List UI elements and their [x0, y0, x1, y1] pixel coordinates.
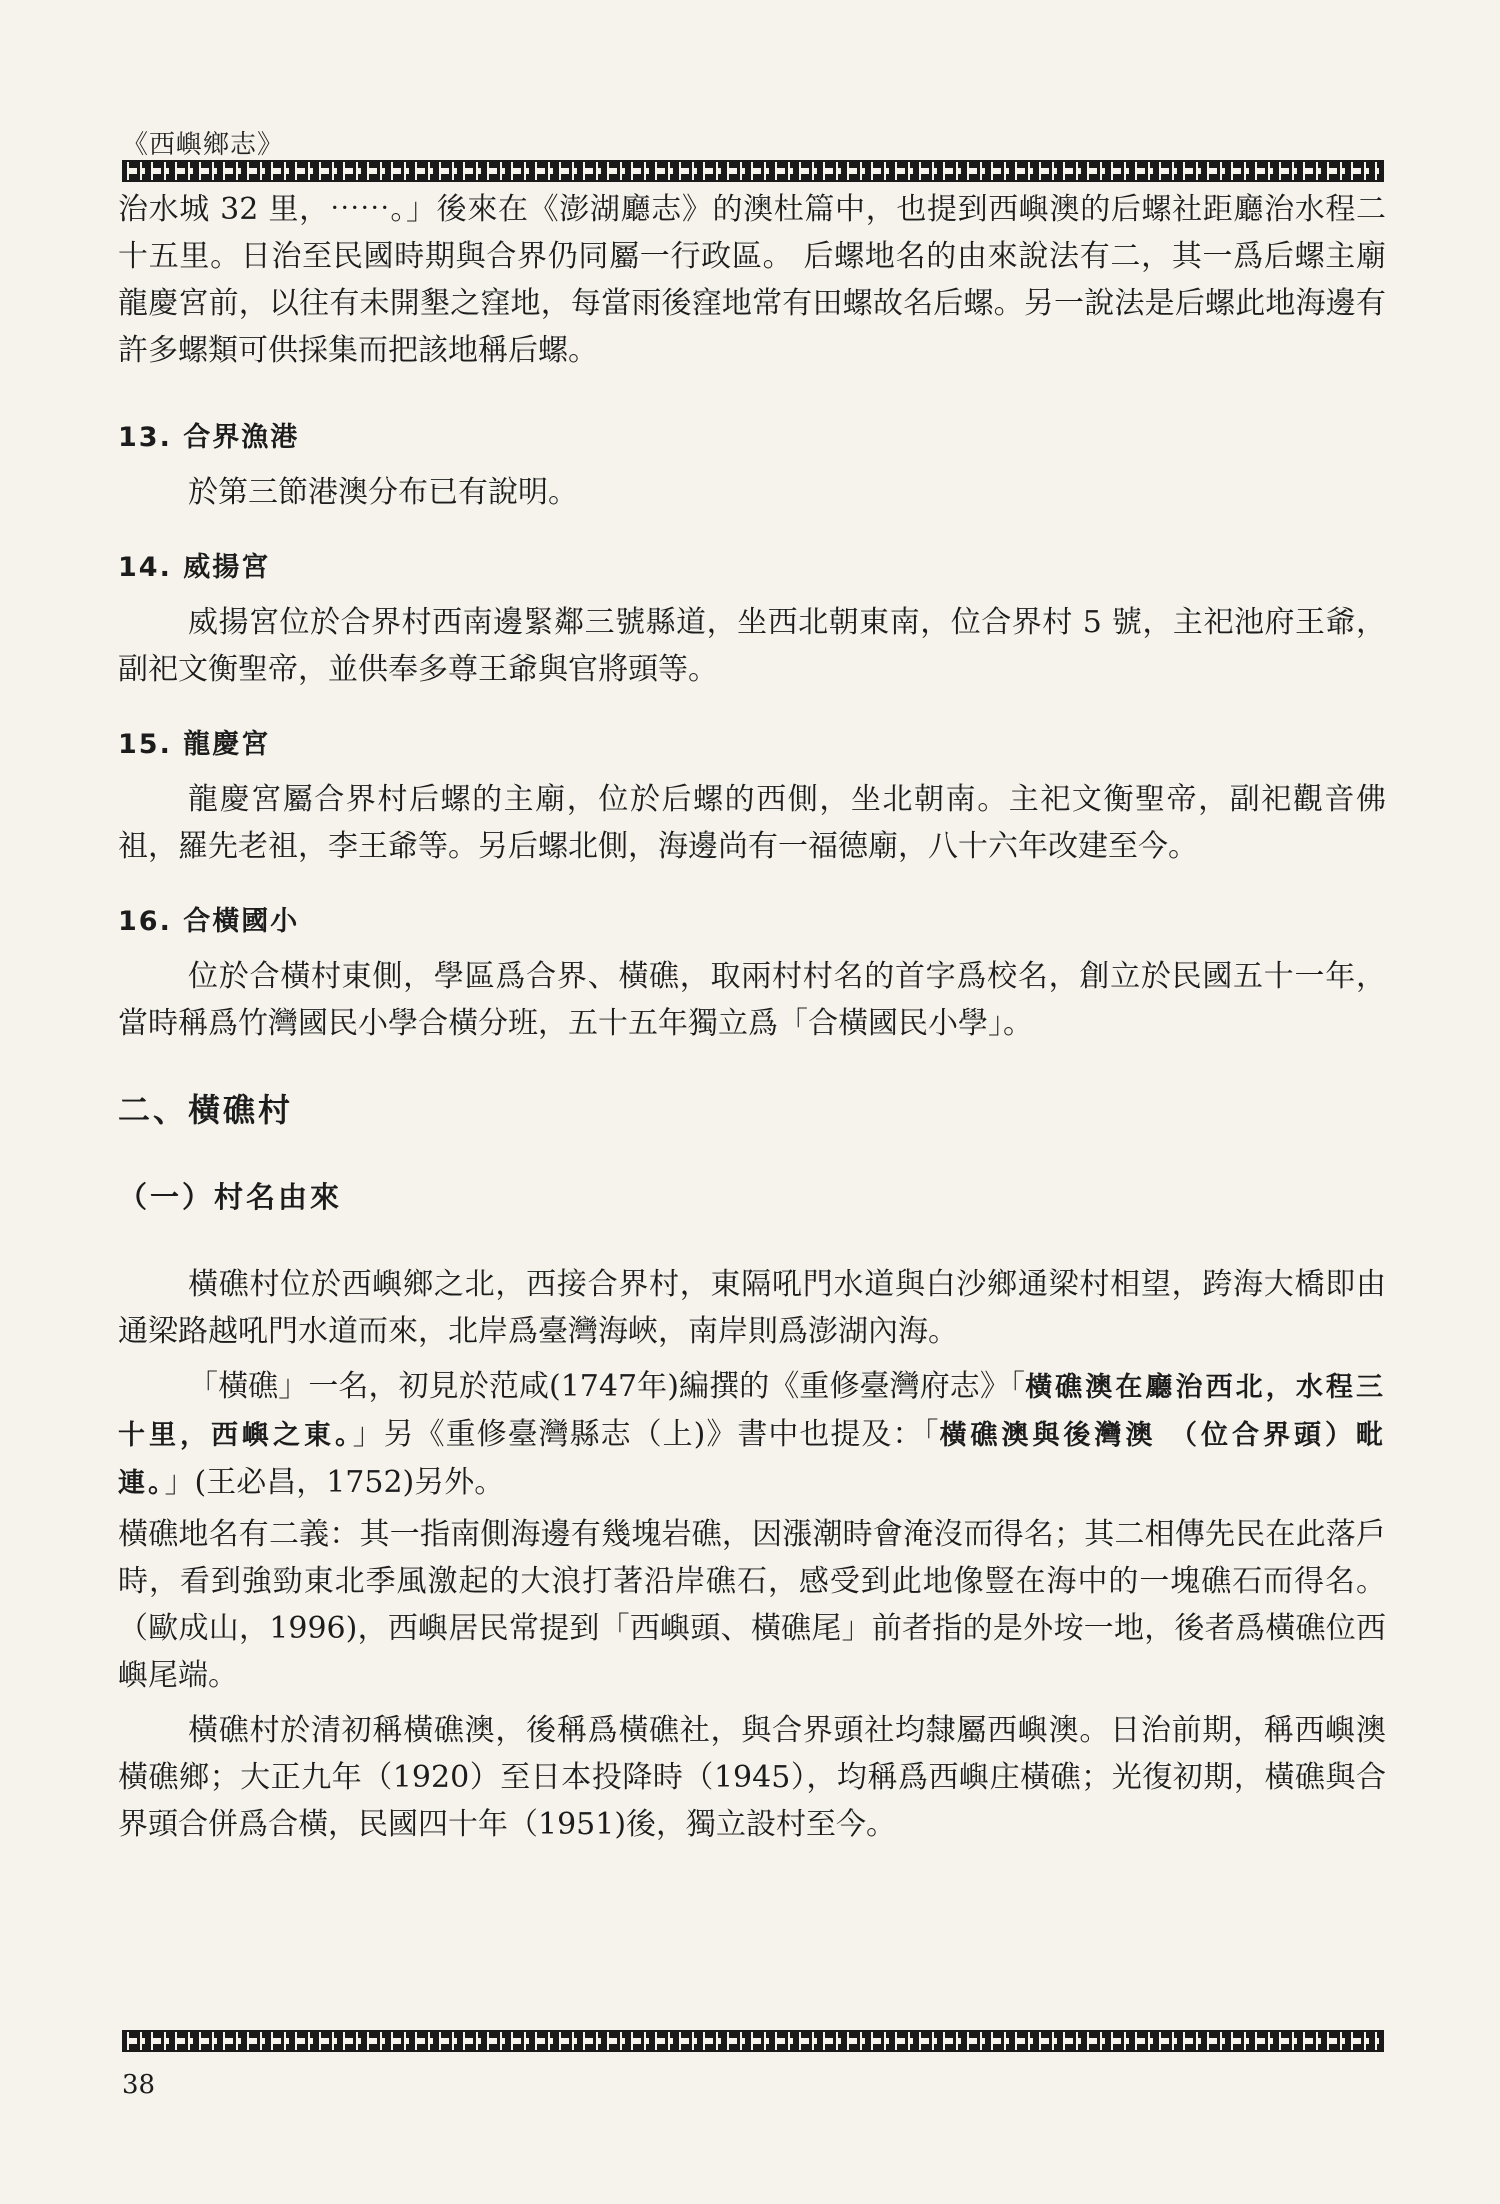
bottom-fret-border [122, 2030, 1384, 2052]
paragraph-2-text-b: 」另《重修臺灣縣志（上)》書中也提及：「 [352, 1417, 940, 1452]
paragraph-1: 橫礁村位於西嶼鄉之北，西接合界村，東隔吼門水道與白沙鄉通梁村相望，跨海大橋即由通梁路越吼門水道而來，北岸爲臺灣海峽，南岸則爲澎湖內海。 [118, 1267, 1386, 1349]
page-number: 38 [122, 2070, 156, 2100]
page-content [118, 186, 1386, 1848]
item-15-heading: 15. 龍慶宮 [118, 729, 271, 760]
top-fret-border [122, 160, 1384, 182]
item-14-text: 威揚宮位於合界村西南邊緊鄰三號縣道，坐西北朝東南，位合界村 5 號，主祀池府王爺，副祀文衡聖帝，並供奉多尊王爺與官將頭等。 [118, 605, 1386, 687]
item-15-text: 龍慶宮屬合界村后螺的主廟，位於后螺的西側，坐北朝南。主祀文衡聖帝，副祀觀音佛祖，羅先老祖，李王爺等。另后螺北側，海邊尚有一福德廟，八十六年改建至今。 [118, 782, 1386, 864]
item-16-heading: 16. 合橫國小 [118, 906, 300, 937]
item-14-heading: 14. 威揚宮 [118, 552, 271, 583]
item-16-text: 位於合橫村東側，學區爲合界、橫礁，取兩村村名的首字爲校名，創立於民國五十一年，當時稱爲竹灣國民小學合橫分班，五十五年獨立爲「合橫國民小學」。 [118, 959, 1386, 1041]
paragraph-3: 橫礁地名有二義：其一指南側海邊有幾塊岩礁，因漲潮時會淹沒而得名；其二相傳先民在此落戶時，看到強勁東北季風激起的大浪打著沿岸礁石，感受到此地像豎在海中的一塊礁石而得名。（歐成山，1996)，西嶼居民常提到「西嶼頭、橫礁尾」前者指的是外垵一地，後者爲橫礁位西嶼尾端。 [118, 1517, 1386, 1693]
paragraph-4: 橫礁村於清初稱橫礁澳，後稱爲橫礁社，與合界頭社均隸屬西嶼澳。日治前期，稱西嶼澳橫礁鄉；大正九年（1920）至日本投降時（1945），均稱爲西嶼庄橫礁；光復初期，橫礁與合界頭合併爲合橫，民國四十年（1951)後，獨立設村至今。 [118, 1713, 1386, 1842]
intro-paragraph: 治水城 32 里，⋯⋯。」後來在《澎湖廳志》的澳杜篇中，也提到西嶼澳的后螺社距廳治水程二十五里。日治至民國時期與合界仍同屬一行政區。 后螺地名的由來說法有二，其一爲后螺主廟龍慶宮前，以往有未開墾之窪地，每當雨後窪地常有田螺故名后螺。另一說法是后螺此地海邊有許多螺類可供採集而把該地稱后螺。 [118, 192, 1386, 368]
paragraph-2-quote-1: 橫礁澳在廳治西北，水程三十里，西嶼之東。 [118, 1372, 1386, 1451]
item-13-heading: 13. 合界漁港 [118, 422, 300, 453]
subsection-title: （一）村名由來 [118, 1180, 343, 1214]
section-title: 二、橫礁村 [118, 1091, 294, 1129]
running-head: 《西嶼鄉志》 [122, 130, 285, 160]
item-13-text: 於第三節港澳分布已有說明。 [188, 475, 578, 510]
paragraph-2-quote-2: 橫礁澳與後灣澳 （位合界頭）毗連。 [118, 1420, 1386, 1499]
paragraph-2 [118, 1363, 1386, 1507]
paragraph-2-text-a: 「橫礁」一名，初見於范咸(1747年)編撰的《重修臺灣府志》「 [188, 1369, 1026, 1404]
paragraph-2-text-c: 」(王必昌，1752)另外。 [164, 1465, 505, 1500]
